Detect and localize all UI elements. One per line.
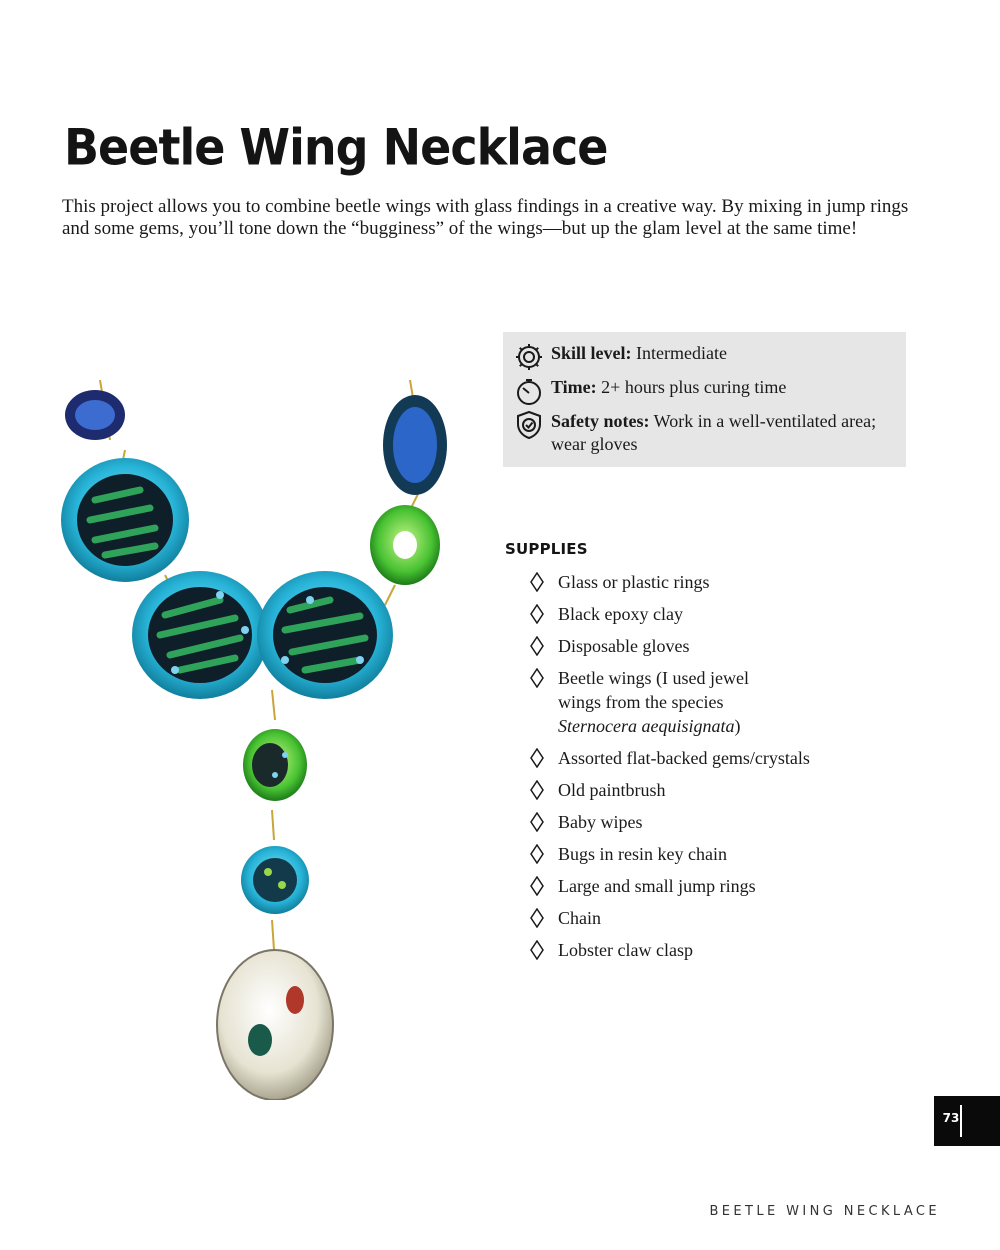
necklace-photo (60, 370, 470, 1100)
running-footer: BEETLE WING NECKLACE (709, 1204, 940, 1219)
diamond-bullet-icon (530, 668, 544, 688)
skill-level-row (513, 342, 901, 372)
diamond-bullet-icon (530, 908, 544, 928)
page-tab-divider (960, 1105, 962, 1137)
time-value: 2+ hours plus curing time (601, 377, 787, 397)
project-info-box (503, 332, 906, 467)
page-number-tab (934, 1096, 1000, 1146)
supply-item: Chain (530, 906, 910, 930)
diamond-bullet-icon (530, 812, 544, 832)
stopwatch-icon (513, 376, 545, 406)
page-title: Beetle Wing Necklace (64, 118, 608, 177)
time-row (513, 376, 901, 406)
species-name: Sternocera aequisignata (558, 716, 735, 736)
diamond-bullet-icon (530, 604, 544, 624)
supply-item: Glass or plastic rings (530, 570, 910, 594)
time-label: Time: (551, 377, 597, 397)
supply-item: Large and small jump rings (530, 874, 910, 898)
supplies-heading: SUPPLIES (505, 540, 588, 558)
supply-item: Disposable gloves (530, 634, 910, 658)
beetle-wings-note: wings from the species (558, 692, 724, 712)
safety-notes-label: Safety notes: (551, 411, 650, 431)
supply-item: Baby wipes (530, 810, 910, 834)
shield-check-icon (513, 410, 545, 440)
safety-notes-row (513, 410, 901, 456)
diamond-bullet-icon (530, 940, 544, 960)
safety-notes-value: Work in a well-ventilated area; wear gloves (551, 411, 877, 454)
supplies-list (530, 570, 910, 970)
diamond-bullet-icon (530, 844, 544, 864)
supply-item: Old paintbrush (530, 778, 910, 802)
supply-item: Bugs in resin key chain (530, 842, 910, 866)
diamond-bullet-icon (530, 748, 544, 768)
diamond-bullet-icon (530, 636, 544, 656)
skill-level-value: Intermediate (636, 343, 727, 363)
intro-paragraph: This project allows you to combine beetle wings with glass findings in a creative way. By mixing in jump rings and some gems, you’ll tone down the “bugginess” of the wings—but up the glam level at the same time! (62, 196, 909, 239)
supply-item: Assorted flat-backed gems/crystals (530, 746, 910, 770)
skill-level-label: Skill level: (551, 343, 632, 363)
gear-icon (513, 342, 545, 372)
diamond-bullet-icon (530, 876, 544, 896)
diamond-bullet-icon (530, 780, 544, 800)
diamond-bullet-icon (530, 572, 544, 592)
supply-item: Lobster claw clasp (530, 938, 910, 962)
supply-item: Black epoxy clay (530, 602, 910, 626)
supply-item: Beetle wings (I used jewel wings from the species Sternocera aequisignata) (530, 666, 910, 738)
page-number: 73 (942, 1111, 960, 1125)
